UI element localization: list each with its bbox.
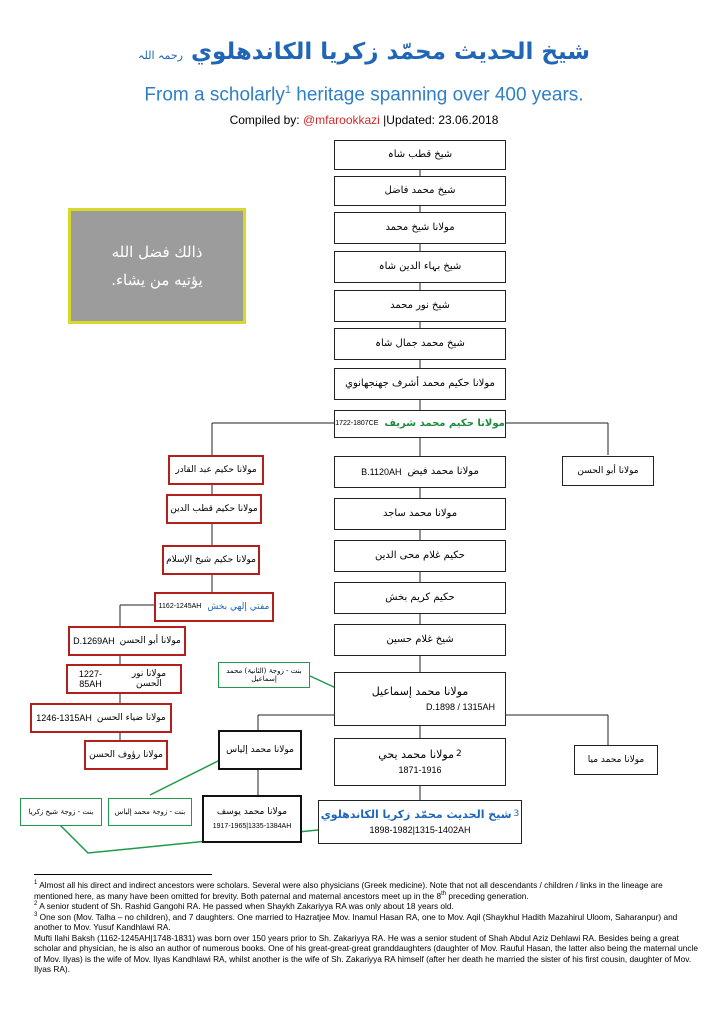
- left-box-abdul-qadir: [168, 455, 264, 485]
- footnote-2-num: 2: [34, 901, 38, 908]
- rauful-hasan-name: مولانا رؤوف الحسن: [89, 749, 163, 760]
- zakariyya-name-row: [321, 809, 520, 822]
- ismail-name: مولانا محمد إسماعیل: [371, 685, 469, 698]
- ziaul-hasan-dates: 1246-1315AH: [36, 712, 92, 723]
- subtitle-footnote-ref: 1: [284, 84, 291, 96]
- ghulam-husain-name: شیخ غلام حسین: [386, 634, 454, 646]
- abul-hasan-left-dates: D.1269AH: [73, 635, 115, 646]
- footnote-ilahi-baksh: Mufti Ilahi Baksh (1162-1245AH|1748-1831) was born over 150 years prior to Sh. Zakariyya RA. He was a senior student of Shah Abdul Aziz Dehlawi RA. Besides being a great scholar and physician, he is also an author of numerous books. One of his great-great-great granddaughters (daughter of Mov. Rauful Hasan, the latter also being the maternal uncle of Mov. Ilyas) is the wife of Mov. Ilyas Kandhlawi RA, whilst another is the wife of Sh. Zakariyya RA himself (after her death he married the sister of his first cousin, daughter of Mov. Ilyas RA).: [34, 932, 698, 975]
- author-handle: @mfarookkazi: [302, 113, 380, 127]
- yahya-footnote-ref: 2: [455, 748, 462, 759]
- rauful-hasan-box: [84, 740, 168, 770]
- subtitle: [0, 84, 728, 106]
- ismail-box: [334, 672, 506, 726]
- noorul-hasan-name: مولانا نور الحسن: [131, 668, 167, 689]
- yusuf-dates: 1917-1965|1335-1384AH: [212, 823, 292, 831]
- wife-of-ilyas-box: [108, 798, 192, 826]
- zakariyya-footnote-ref: 3: [513, 808, 520, 819]
- center-box-faiz: [334, 456, 506, 488]
- yahya-name: مولانا محمد یحي: [378, 747, 454, 761]
- footnote-2: [34, 901, 702, 912]
- ilahi-baksh-name: مفتي إلهي بخش: [207, 601, 270, 612]
- left-box-shaykhul-islam: [162, 545, 260, 575]
- ilyas-name: مولانا محمد إلیاس: [226, 744, 294, 755]
- ilahi-baksh-dates: 1162-1245AH: [158, 602, 202, 610]
- subtitle-pre: From a scholarly: [144, 84, 285, 106]
- center-box-ghulam-muhyuddin: [334, 540, 506, 572]
- muhammad-mian-box: [574, 745, 658, 775]
- subtitle-post: heritage spanning over 400 years.: [290, 84, 584, 106]
- yahya-dates: 1871-1916: [398, 765, 442, 776]
- abdul-qadir-name: مولانا حکیم عبد القادر: [175, 464, 257, 475]
- sharif-name: مولانا حکیم محمد شریف: [384, 418, 505, 430]
- yahya-box: [334, 738, 506, 786]
- abul-hasan-left-box: [68, 626, 186, 656]
- chain-box-ashraf: [334, 368, 506, 400]
- quote-box: [68, 208, 246, 324]
- chain-name: شیخ قطب شاہ: [387, 149, 453, 161]
- chain-name: مولانا حکیم محمد أشرف جھنجھانوي: [345, 378, 495, 390]
- wife-ismail-link: [310, 676, 336, 688]
- ilyas-box: [218, 730, 302, 770]
- sharif-box: [334, 410, 506, 438]
- footnote-3: [34, 912, 702, 933]
- quote-line-1: ذالك فضل الله: [111, 242, 203, 261]
- noorul-hasan-box: [66, 664, 182, 694]
- wife-of-zakariyya-label: بنت - زوجۃ شیخ زکریا: [28, 807, 94, 816]
- chain-box-noor-muhammad: [334, 290, 506, 322]
- abul-hasan-left-name: مولانا أبو الحسن: [119, 635, 181, 646]
- faiz-dates: B.1120AH: [361, 466, 402, 477]
- wife-of-ismail-label: بنت - زوجۃ (الثانیۃ) محمد إسماعیل: [226, 666, 302, 683]
- footnote-1-text: Almost all his direct and indirect ancestors were scholars. Several were also physicians (Greek medicine). Note that not all descendants / children / links in the lineage are mentioned here, as many have been omitted for brevity. Both paternal and maternal ancestors meet up in the 8: [34, 880, 663, 901]
- faiz-name: مولانا محمد فیض: [407, 466, 479, 478]
- sharif-dates: 1722-1807CE: [335, 419, 379, 427]
- compiled-label: Compiled by:: [229, 113, 303, 127]
- footnote-1-end: preceding generation.: [446, 890, 529, 901]
- qutbuddin-name: مولانا حکیم قطب الدین: [170, 503, 258, 514]
- title-arabic: شیخ الحدیث محمّد زکریا الکاندھلوي: [190, 39, 590, 65]
- footnote-1: [34, 880, 702, 901]
- ilahi-baksh-box: [154, 592, 274, 622]
- footnote-divider: [34, 874, 212, 875]
- chain-box-fazil: [334, 176, 506, 206]
- ziaul-hasan-box: [30, 703, 172, 733]
- chain-name: شیخ بہاء الدین شاہ: [378, 261, 462, 273]
- abul-hasan-right-name: مولانا أبو الحسن: [577, 465, 639, 476]
- footnote-1-num: 1: [34, 880, 38, 887]
- chain-box-bahauddin: [334, 251, 506, 283]
- quote-line-2: يؤتيه من يشاء.: [111, 271, 203, 289]
- left-box-qutbuddin: [166, 494, 262, 524]
- muhammad-mian-name: مولانا محمد میا: [587, 754, 645, 765]
- yusuf-name: مولانا محمد یوسف: [216, 806, 288, 817]
- ziaul-hasan-name: مولانا ضیاء الحسن: [96, 712, 166, 723]
- footnote-2-text: A senior student of Sh. Rashid Gangohi RA. He passed when Shaykh Zakariyya RA was only about 18 years old.: [37, 901, 454, 912]
- zakariyya-box: [318, 800, 522, 844]
- center-box-sajid: [334, 498, 506, 530]
- compiled-by-line: [0, 113, 728, 127]
- yahya-name-row: [378, 749, 461, 762]
- sajid-name: مولانا محمد ساجد: [382, 508, 458, 520]
- footnotes: [34, 880, 702, 975]
- karim-bakhsh-name: حکیم کریم بخش: [385, 592, 455, 604]
- noorul-hasan-dates: 1227-85AH: [78, 668, 102, 689]
- center-box-karim-bakhsh: [334, 582, 506, 614]
- zakariyya-dates: 1898-1982|1315-1402AH: [369, 825, 471, 836]
- yusuf-box: [202, 795, 302, 843]
- zakariyya-name: شیخ الحدیث محمّد زکریا الکاندھلوي: [320, 807, 512, 821]
- page-title: [0, 38, 728, 65]
- ghulam-muhyuddin-name: حکیم غلام محی الدین: [375, 550, 465, 562]
- title-honorific: رحمہ اللہ: [138, 49, 183, 62]
- chain-name: شیخ محمد جمال شاہ: [375, 338, 465, 350]
- wife-of-zakariyya-box: [20, 798, 102, 826]
- chain-box-qutb-shah: [334, 140, 506, 170]
- shaykhul-islam-name: مولانا حکیم شیخ الإسلام: [166, 554, 256, 565]
- ismail-dates: D.1898 / 1315AH: [425, 701, 495, 712]
- chain-name: مولانا شیخ محمد: [385, 222, 455, 234]
- center-box-ghulam-husain: [334, 624, 506, 656]
- updated-date: |Updated: 23.06.2018: [379, 113, 499, 127]
- chain-box-shaykh-muhammad: [334, 212, 506, 244]
- chain-name: شیخ محمد فاضل: [384, 185, 456, 197]
- chain-box-jamal-shah: [334, 328, 506, 360]
- chain-name: شیخ نور محمد: [390, 300, 450, 312]
- footnote-3-text: One son (Mov. Talha – no children), and 7 daughters. One married to Hazratjee Mov. Inamul Hasan RA, one to Mov. Aqil (Shaykhul Hadith Mazahirul Uloom, Saharanpur) and another to Mov. Yusuf Kandhlawi RA.: [34, 911, 678, 933]
- footnote-3-num: 3: [34, 911, 38, 918]
- wife-of-ismail-box: [218, 662, 310, 688]
- abul-hasan-right-box: [562, 456, 654, 486]
- footnote-1-sup: th: [441, 890, 447, 897]
- wife-of-ilyas-label: بنت - زوجۃ محمد إلیاس: [114, 807, 186, 816]
